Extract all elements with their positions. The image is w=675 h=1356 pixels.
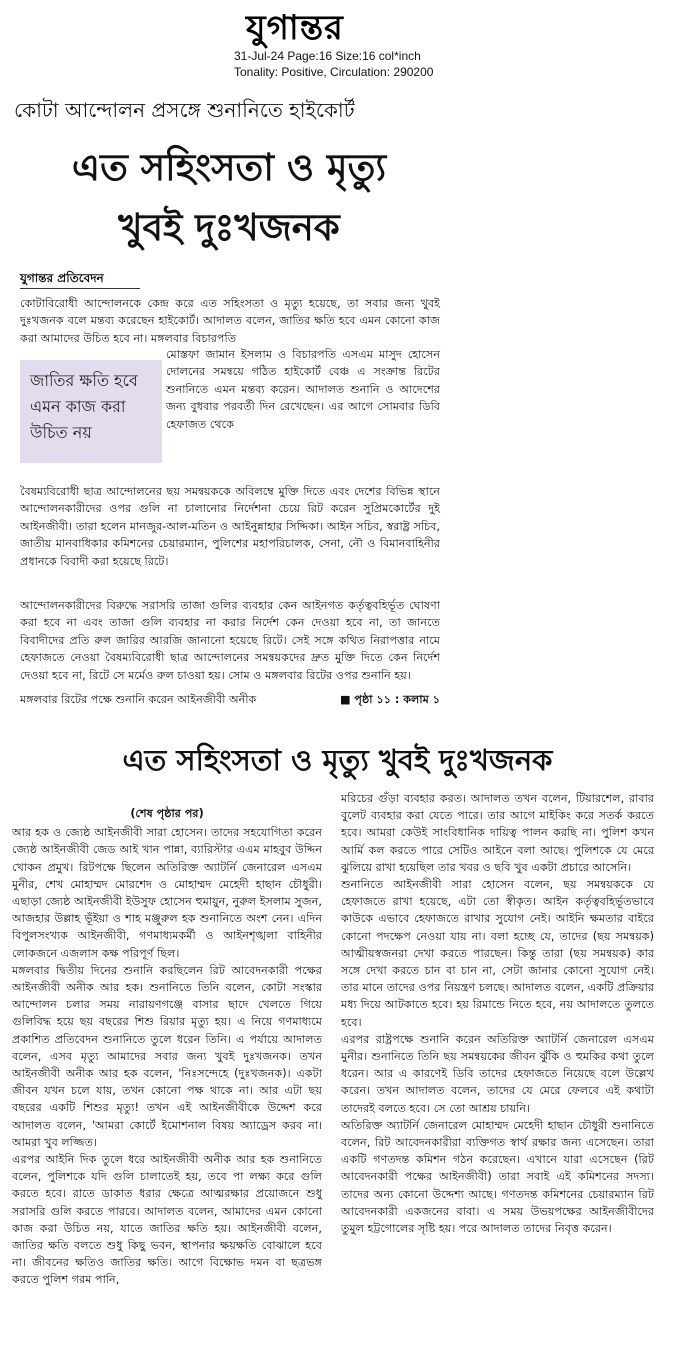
right-paragraph: এরপর রাষ্ট্রপক্ষে শুনানি করেন অতিরিক্ত অ্যাটর্নি জেনারেল এসএম মুনীর। শুনানিতে তিনি ছয় সমন্বয়কের জীবন ঝুঁকি ও হুমকির কথা তুলে ধরেন। আর এ কারণেই ডিবি তাদের হেফাজতে নিয়েছে বলে উল্লেখ করেন। তখন আদালত বলেন, তাদের যে মেরে ফেলবে এই কথাটা তাদেরই বলতে হবে। সে তো আশ্রয় চায়নি। bbox=[341, 1032, 654, 1115]
continued-reference: ■ পৃষ্ঠা ১১ : কলাম ১ bbox=[339, 693, 440, 706]
left-paragraph: আর হক ও জ্যেষ্ঠ আইনজীবী সারা হোসেন। তাদের সহযোগিতা করেন জ্যেষ্ঠ আইনজীবী জেড আই খান পান্না, ব্যারিস্টার এএম মাহবুব উদ্দিন খোকন প্রমুখ। রিটপক্ষে ছিলেন অতিরিক্ত অ্যাটর্নি জেনারেল এসএম মুনীর, শেখ মোহাম্মদ মোরশেদ ও মোহাম্মদ মেহেদী হাছান চৌধুরী। এছাড়া জ্যেষ্ঠ আইনজীবী ইউসুফ হোসেন হুমায়ুন, নুরুল ইসলাম সুজন, আজহার উল্লাহ ভূঁইয়া ও শাহ মঞ্জুরুল হক শুনানিতে অংশ নেন। এদিন বিপুলসংখ্যক আইনজীবী, গণমাধ্যমকর্মী ও আইনশৃঙ্খলা বাহিনীর লোকজনে এজলাস কক্ষ পরিপূর্ণ ছিল। bbox=[12, 826, 322, 960]
last-line-text: মঙ্গলবার রিটের পক্ষে শুনানি করেন আইনজীবী অনীক bbox=[20, 693, 257, 706]
continued-from-label: (শেষ পৃষ্ঠার পর) bbox=[130, 807, 204, 820]
right-paragraph: মরিচের গুঁড়া ব্যবহার করত। আদালত তখন বলেন, টিয়ারশেল, রাবার বুলেট ব্যবহার করা যেতে পারে। তার আগে মাইকিং করে সতর্ক করতে হবে। আমরা কেউই সাংবিধানিক দায়িত্ব পালন করছি না। পুলিশ কখন আর্মি কল করতে পারে সেটিও আইনে বলা আছে। পুলিশকে যে মেরে ঝুলিয়ে রাখা হয়েছিল তার খবর ও ছবি খুব একটা প্রচারে আসেনি। bbox=[341, 792, 654, 874]
pull-quote: জাতির ক্ষতি হবে এমন কাজ করা উচিত নয় bbox=[20, 360, 162, 463]
right-paragraph: অতিরিক্ত অ্যাটর্নি জেনারেল মোহাম্মদ মেহেদী হাছান চৌধুরী শুনানিতে বলেন, রিট আবেদনকারীরা ব্যক্তিগত স্বার্থ রক্ষার জন্য এসেছেন। তারা একটি গণতদন্ত কমিশন গঠন করেছেন। এখানে যারা এসেছেন (রিট আবেদনকারী পক্ষের আইনজীবী) তারা সবাই এই কমিশনের সদস্য। তাদের অন্য কোনো উদ্দেশ্য আছে। গণতদন্ত কমিশনের চেয়ারম্যান রিট আবেদনকারী একজনের বাবা। এ সময় উভয়পক্ষের আইনজীবীদের তুমুল হট্টগোলের সৃষ্টি হয়। পরে আদালত তাদের নিবৃত্ত করেন। bbox=[341, 1118, 654, 1236]
right-paragraph: শুনানিতে আইনজীবী সারা হোসেন বলেন, ছয় সমন্বয়ককে যে হেফাজতে রাখা হয়েছে, এটা তো স্বীকৃত। আইন কর্তৃত্ববহির্ভূতভাবে কাউকে এভাবে হেফাজতে রাখার সুযোগ নেই। আইনি ক্ষমতার বাইরে কোনো পদক্ষেপ নেওয়া যায় না। বলা হচ্ছে যে, তাদের (ছয় সমন্বয়ক) আত্মীয়স্বজনরা দেখা করতে পারছেন। কিন্তু তারা (ছয় সমন্বয়ক) কার সঙ্গে দেখা করতে চান বা চান না, সেটা জানার কোনো সুযোগ নেই। তার মানে তাদের ওপর নিয়ন্ত্রণ চলছে। আদালত বলেন, একটি প্রক্রিয়ার মধ্য দিয়ে আটকাতে হবে। হয় রিমান্ডে নিতে হবে, নয় আদালতে তুলতে হবে। bbox=[341, 878, 654, 1029]
byline-divider bbox=[20, 288, 140, 289]
newspaper-logo: যুগান্তর bbox=[246, 8, 344, 48]
headline-line1: এত সহিংসতা ও মৃত্যু bbox=[71, 146, 387, 189]
article-paragraph-3: বৈষম্যবিরোধী ছাত্র আন্দোলনের ছয় সমন্বয়ককে অবিলম্বে মুক্তি দিতে এবং দেশের বিভিন্ন স্থানে আন্দোলনকারীদের ওপর গুলি না চালানোর নির্দেশনা চেয়ে রিট করেন সুপ্রিমকোর্টের দুই আইনজীবী। তারা হলেন মানজুর-আল-মতিন ও আইনুন্নাহার সিদ্দিকা। আইন সচিব, স্বরাষ্ট্র সচিব, জাতীয় মানবাধিকার কমিশনের চেয়ারম্যান, পুলিশের মহাপরিচালক, সেনা, নৌ ও বিমানবাহিনীর প্রধানকে বিবাদী করা হয়েছে রিটে। bbox=[20, 485, 440, 568]
article-last-line bbox=[20, 691, 440, 710]
article-paragraph-2: মোস্তফা জামান ইসলাম ও বিচারপতি এসএম মাসুদ হোসেন দোলনের সমন্বয়ে গঠিত হাইকোর্ট বেঞ্চ এ সংক্রান্ত রিটের শুনানিতে এমন মন্তব্য করেন। আদালত শুনানি ও আদেশের জন্য বুধবার পরবর্তী দিন রেখেছেন। এর আগে সোমবার ডিবি হেফাজত থেকে bbox=[166, 348, 440, 431]
article-paragraph-1: কোটাবিরোধী আন্দোলনকে কেন্দ্র করে এত সহিংসতা ও মৃত্যু হয়েছে, তা সবার জন্য খুবই দুঃখজনক বলে মন্তব্য করেছেন হাইকোর্ট। আদালত বলেন, জাতির ক্ষতি হবে এমন কোনো কাজ করা আমাদের উচিত হবে না। মঙ্গলবার বিচারপতি bbox=[20, 297, 440, 345]
article-kicker: কোটা আন্দোলন প্রসঙ্গে শুনানিতে হাইকোর্ট bbox=[14, 98, 355, 122]
byline: যুগান্তর প্রতিবেদন bbox=[20, 271, 104, 285]
headline-line2: খুবই দুঃখজনক bbox=[118, 206, 340, 249]
left-paragraph: এরপর আইনি দিক তুলে ধরে আইনজীবী অনীক আর হক শুনানিতে বলেন, পুলিশকে যদি গুলি চালাতেই হয়, তবে পা লক্ষ্য করে গুলি করতে হবে। রাতে ডাকাত ধরার ক্ষেত্রে আত্মরক্ষার প্রয়োজনে শুধু সরাসরি গুলি করতে পারবে। আদালত বলেন, আমাদের এমন কোনো কাজ করা উচিত নয়, যাতে জাতির ক্ষতি হয়। আইনজীবী বলেন, জাতির ক্ষতি বলতে শুধু কিছু ভবন, স্থাপনার ক্ষয়ক্ষতি বোঝালে হবে না। জীবনের ক্ষতিও জাতির ক্ষতি। আগে বিক্ষোভ দমন বা ছত্রভঙ্গ করতে পুলিশ গরম পানি, bbox=[12, 1153, 322, 1287]
continuation-left-column bbox=[12, 805, 322, 1289]
masthead bbox=[0, 0, 675, 80]
article-headline bbox=[14, 138, 444, 258]
left-paragraph: মঙ্গলবার দ্বিতীয় দিনের শুনানি করছিলেন রিট আবেদনকারী পক্ষের আইনজীবী অনীক আর হক। শুনানিতে তিনি বলেন, কোটা সংস্কার আন্দোলন চলার সময় নারায়ণগঞ্জে বাসার ছাদে খেলতে গিয়ে গুলিবিদ্ধ হয়ে ছয় বছরের শিশু রিয়ার মৃত্যু হয়। এ নিয়ে গণমাধ্যমে প্রকাশিত প্রতিবেদন শুনানিতে তুলে ধরেন তিনি। এ পর্যায়ে আদালত বলেন, এসব মৃত্যু আমাদের সবার জন্য খুবই দুঃখজনক। তখন আইনজীবী অনীক আর হক বলেন, 'নিঃসন্দেহে (দুঃখজনক)। একটা জীবন যখন চলে যায়, তখন কোনো পক্ষ থাকে না। আর এটা ছয় বছরের একটি শিশুর মৃত্যু! তখন এই আইনজীবীকে উদ্দেশ করে আদালত বলেন, 'আমরা কোর্টে ইমোশনাল বিষয় অ্যাড্রেস করব না। আমরা খুব লজ্জিত। bbox=[12, 963, 322, 1149]
clipping-meta-date: 31-Jul-24 Page:16 Size:16 col*inch bbox=[234, 49, 421, 63]
continuation-right-column bbox=[341, 790, 654, 1237]
article-paragraph-4: আন্দোলনকারীদের বিরুদ্ধে সরাসরি তাজা গুলির ব্যবহার কেন আইনগত কর্তৃত্ববহির্ভূত ঘোষণা করা হবে না এবং তাজা গুলি ব্যবহার না করার নির্দেশ কেন দেওয়া হবে না, তা জানতে বিবাদীদের প্রতি রুল জারির আরজি জানানো হয়েছে রিটে। সেই সঙ্গে কথিত নিরাপত্তার নামে হেফাজতে নেওয়া বৈষম্যবিরোধী ছাত্র আন্দোলনের সমন্বয়কদের দ্রুত মুক্তি দিতে কেন নির্দেশ দেওয়া হবে না, রিটে সে মর্মেও রুল চাওয়া হয়। সোম ও মঙ্গলবার রিটের ওপর শুনানি হয়। bbox=[20, 599, 440, 682]
continuation-headline: এত সহিংসতা ও মৃত্যু খুবই দুঃখজনক bbox=[122, 743, 553, 777]
clipping-meta-tonality: Tonality: Positive, Circulation: 290200 bbox=[234, 65, 434, 79]
